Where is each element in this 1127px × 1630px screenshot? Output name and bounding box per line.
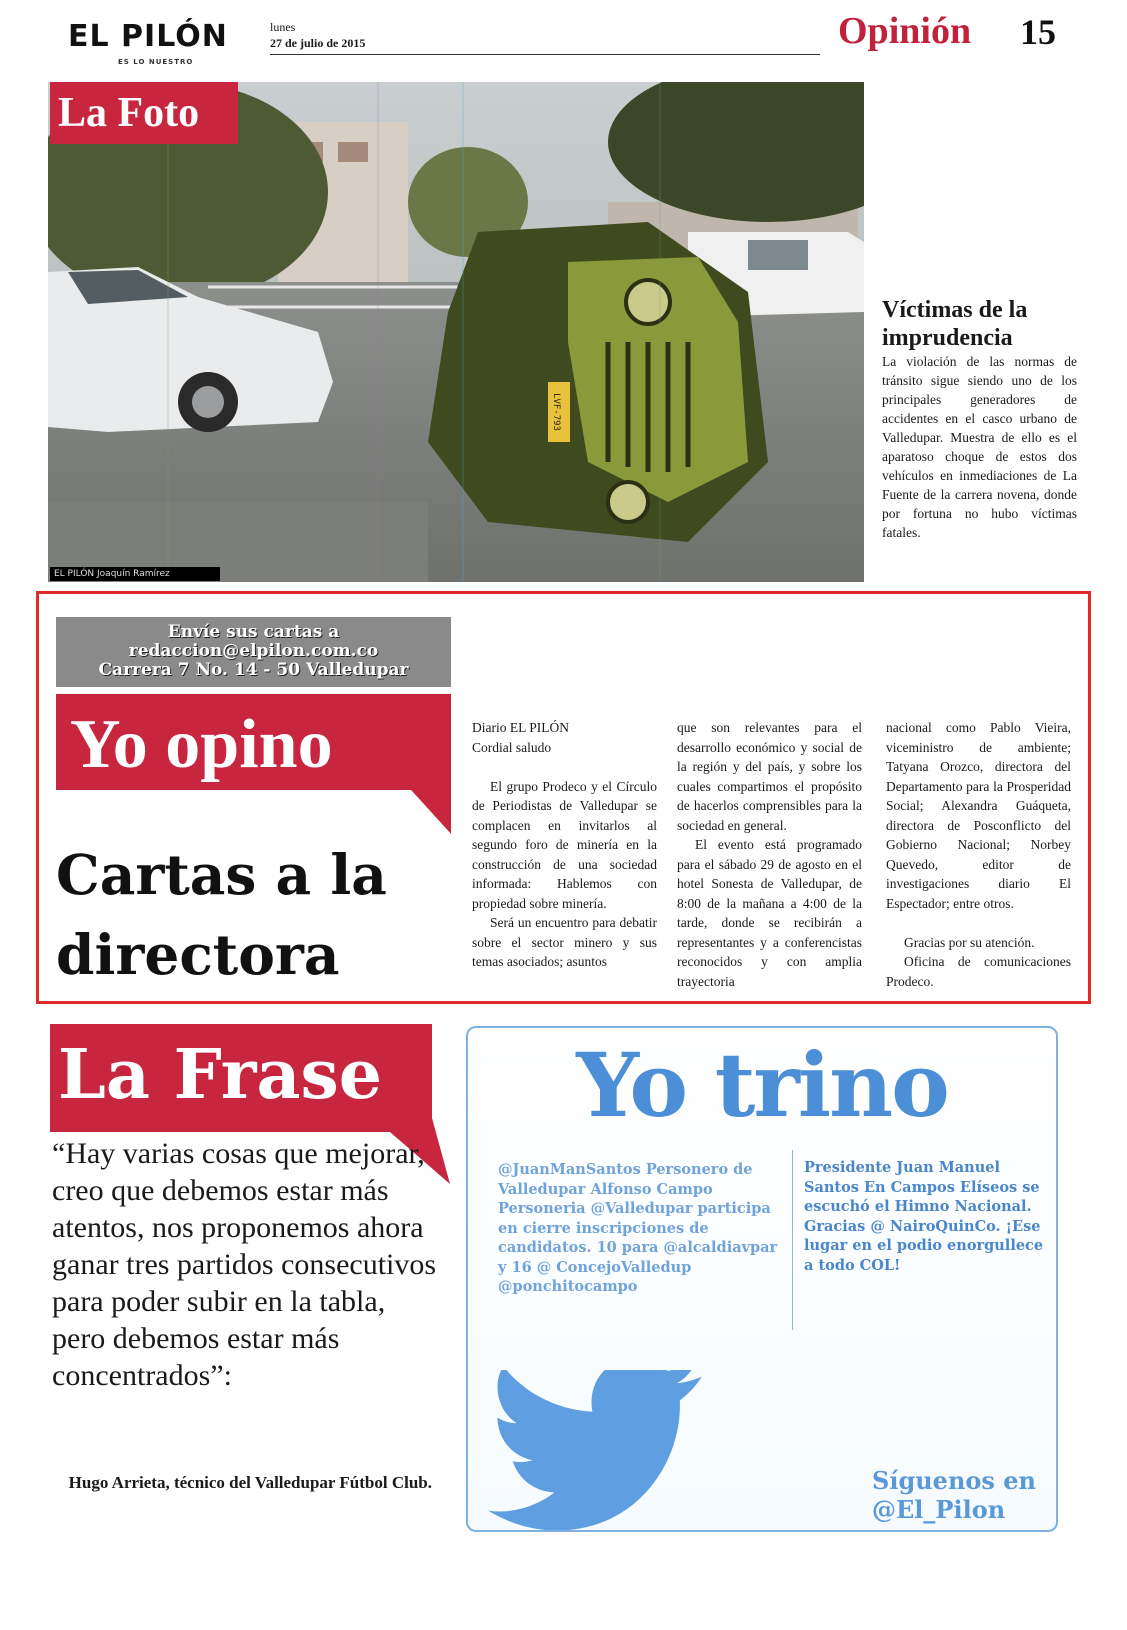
newspaper-logo: EL PILÓN (68, 19, 228, 54)
newspaper-tagline: ES LO NUESTRO (118, 58, 194, 66)
letters-title: Cartas a la directora (56, 842, 387, 987)
page-number: 15 (1020, 12, 1056, 52)
follow-us (872, 1466, 1052, 1524)
la-frase-heading: La Frase (58, 1035, 383, 1115)
header-rule (270, 54, 820, 55)
section-name: Opinión (838, 10, 972, 52)
letter-column-2 (677, 718, 862, 991)
issue-date: 27 de julio de 2015 (270, 36, 366, 50)
photo-caption-title: Víctimas de la imprudencia (882, 297, 1028, 351)
follow-label: Síguenos en (872, 1466, 1036, 1495)
twitter-bird-icon (482, 1370, 712, 1530)
issue-day: lunes (270, 20, 296, 34)
quote-text: “Hay varias cosas que mejorar, creo que debemos estar más atentos, nos proponemos ahora ganar tres partidos consecutivos para poder subir en la tabla, pero debemos estar más concentrados”: (52, 1137, 437, 1392)
photo-caption-body: La violación de las normas de tránsito sigue siendo uno de los principales generadores de accidentes en el casco urbano de Valledupar. Muestra de ello es el aparatoso choque de estos dos vehículos en inmediaciones de La Fuente de la carrera novena, donde por fortuna no hubo víctimas fatales. (882, 354, 1077, 540)
submission-address: Carrera 7 No. 14 - 50 Valledupar (98, 660, 409, 680)
letter-paragraph: que son relevantes para el desarrollo económico y social de la región y del país, y sobre los cuales compartimos el propósito de hacerlos comprensibles para la sociedad en general. (677, 720, 862, 833)
letter-signature: Oficina de comunicaciones Prodeco. (886, 954, 1071, 989)
letter-closing: Gracias por su atención. (904, 934, 1035, 950)
letters-submission-banner (56, 617, 451, 687)
accident-photo (48, 82, 864, 582)
letter-column-3 (886, 718, 1071, 991)
yo-trino-heading: Yo trino (576, 1033, 948, 1137)
letter-paragraph: El grupo Prodeco y el Círculo de Periodistas de Valledupar se complacen en invitarlos al segundo foro de minería en la construcción de una sociedad informada: Hablemos con propiedad sobre minería. (472, 778, 657, 911)
letter-column-1 (472, 718, 657, 972)
letter-paragraph: El evento está programado para el sábado 29 de agosto en el hotel Sonesta de Valledupar, de 8:00 de la mañana a 4:00 de la tarde, donde se recibirán a representantes y a conferencistas reconocidos y con amplia trayectoria (677, 837, 862, 989)
letter-greeting: Diario EL PILÓN (472, 720, 569, 735)
letter-greeting: Cordial saludo (472, 739, 552, 755)
letter-paragraph: nacional como Pablo Vieira, viceministro de ambiente; Tatyana Orozco, directora del Departamento para la Prosperidad Social; Alexandra Guáqueta, directora de Posconflicto del Gobierno Nacional; Norbey Quevedo, editor de investigaciones diario El Espectador; entre otros. (886, 720, 1071, 911)
license-plate: LVF-793 (551, 393, 561, 431)
yo-opino-heading: Yo opino (70, 706, 333, 783)
letter-paragraph: Será un encuentro para debatir sobre el sector minero y sus temas asociados; asuntos (472, 915, 657, 969)
quote-author: Hugo Arrieta, técnico del Valledupar Fútbol Club. (68, 1473, 432, 1492)
send-instruction: Envíe sus cartas a (167, 622, 340, 642)
submission-email[interactable]: redaccion@elpilon.com.co (128, 641, 379, 661)
photo-credit: EL PILÓN Joaquín Ramírez (50, 567, 220, 581)
tweet-divider (792, 1150, 793, 1330)
tweet-1: @JuanManSantos Personero de Valledupar Alfonso Campo Personeria @Valledupar participa en cierre inscripciones de candidatos. 10 para @alcaldiavpar y 16 @ ConcejoValledup @ponchitocampo (498, 1161, 778, 1295)
la-foto-label: La Foto (50, 82, 238, 144)
twitter-handle[interactable]: @El_Pilon (872, 1495, 1006, 1524)
tweet-2: Presidente Juan Manuel Santos En Campos Elíseos se escuchó el Himno Nacional. Gracias @ NairoQuinCo. ¡Ese lugar en el podio enorgullece a todo COL! (804, 1159, 1044, 1274)
